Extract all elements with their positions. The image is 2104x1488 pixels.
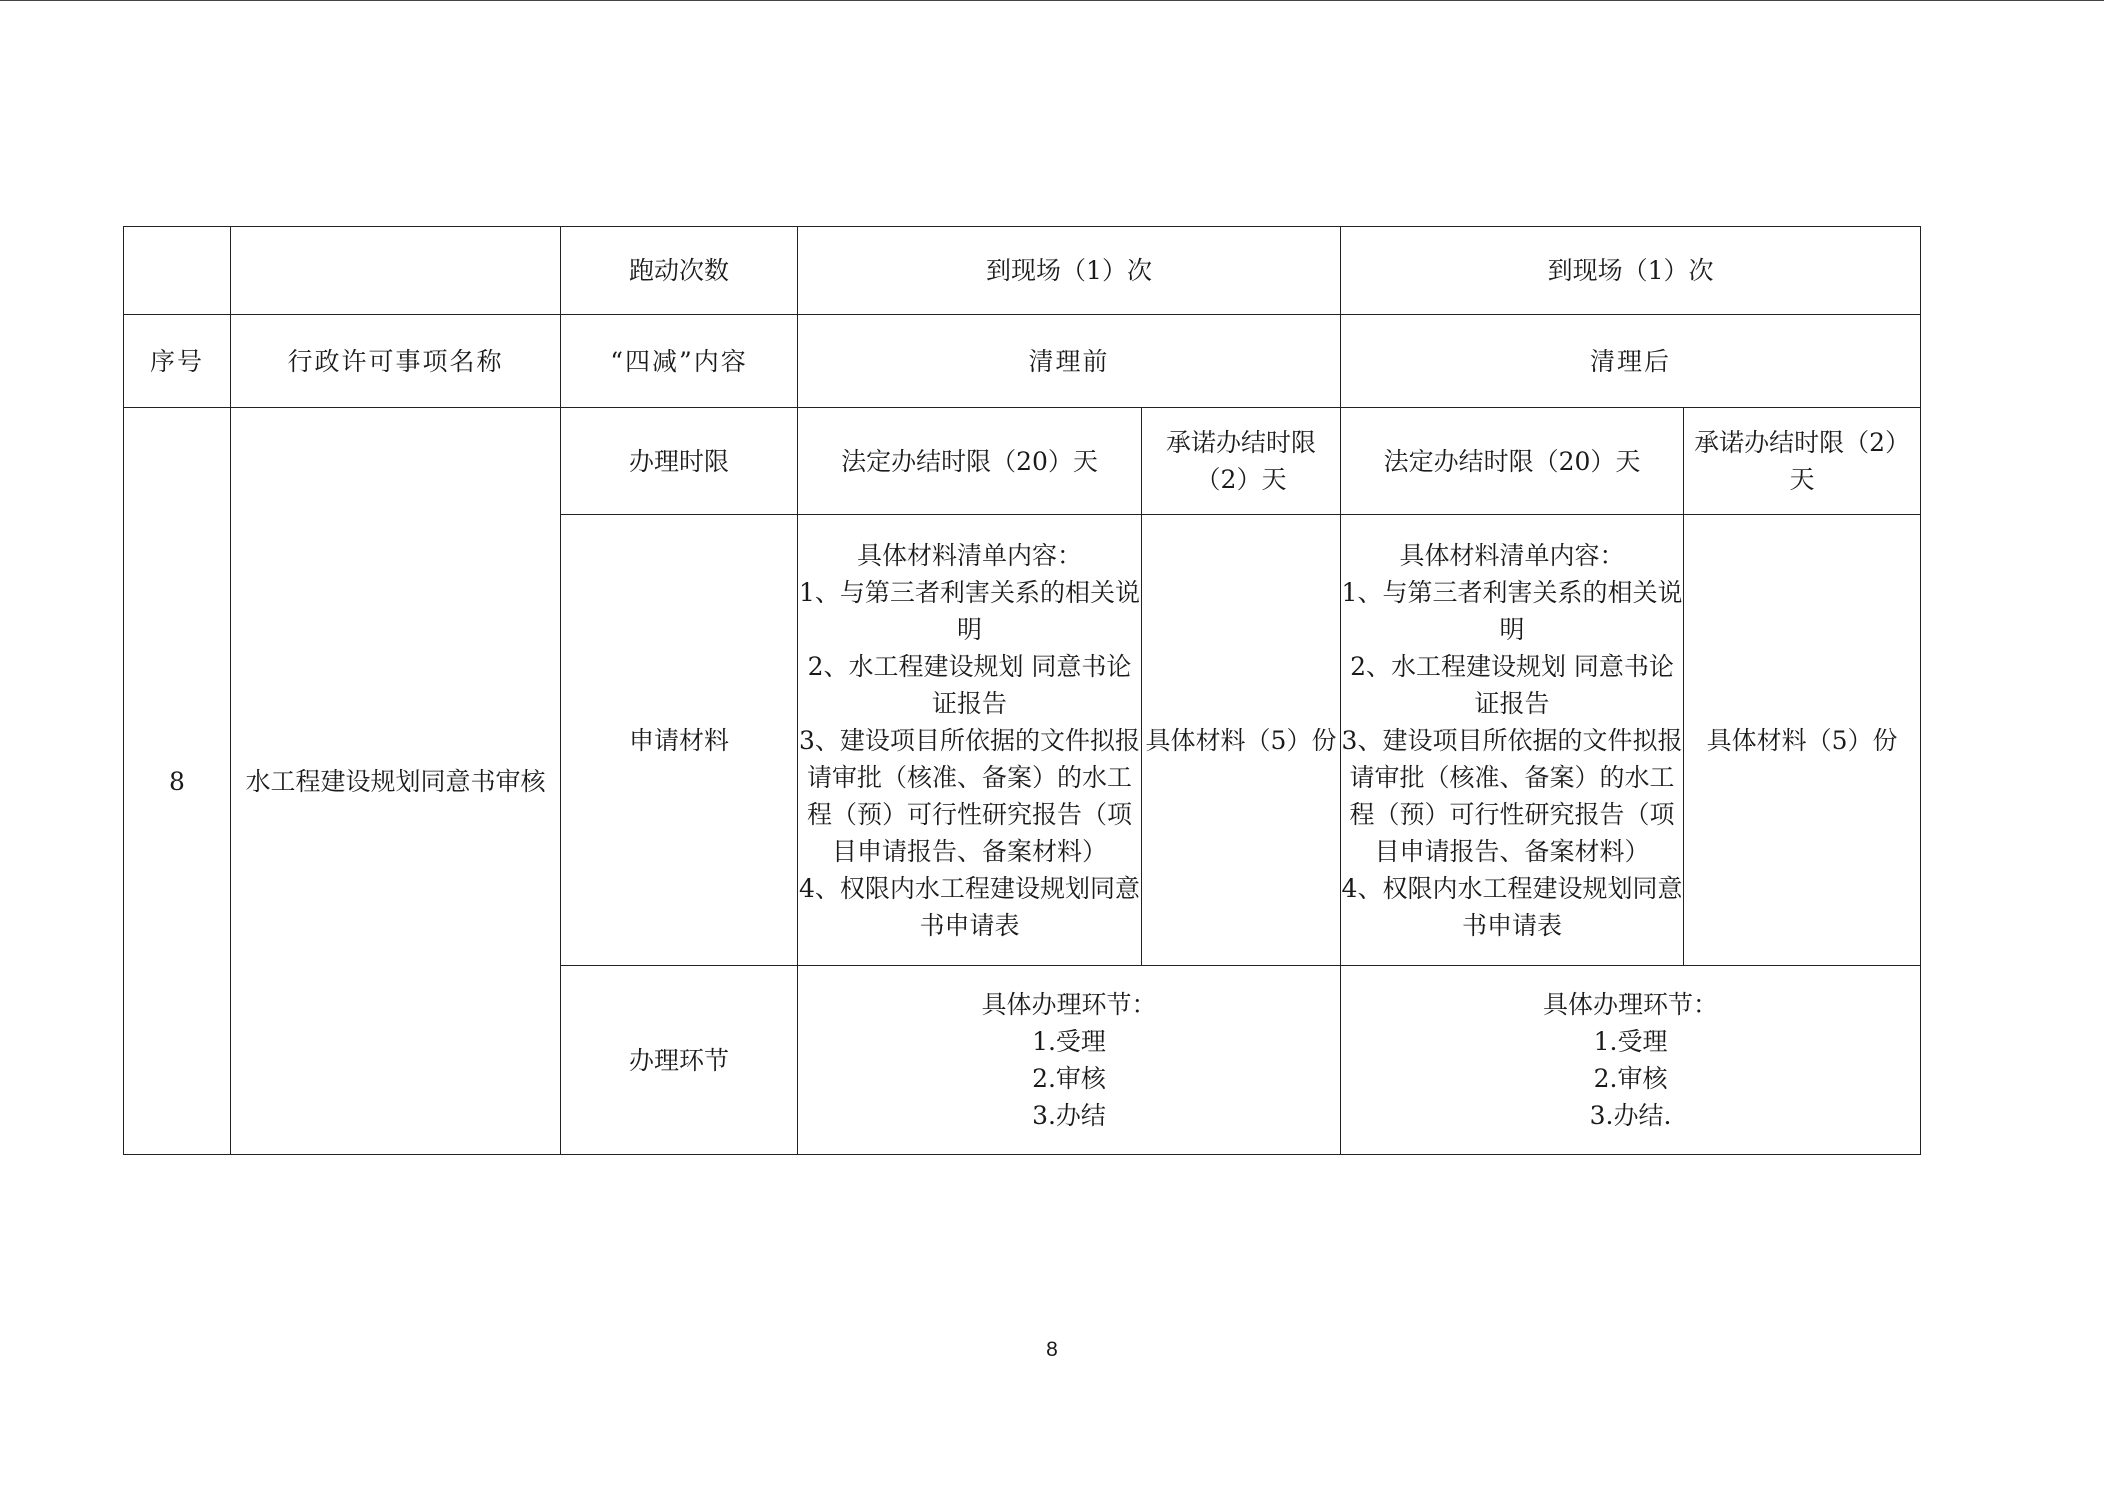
list-item: 2、水工程建设规划 同意书论证报告 xyxy=(807,651,1132,718)
after-header: 清理后 xyxy=(1341,315,1921,408)
step-item: 1.受理 xyxy=(1032,1027,1106,1056)
steps-title: 具体办理环节： xyxy=(1543,990,1719,1019)
step-item: 2.审核 xyxy=(1032,1064,1106,1093)
after-promise-limit: 承诺办结时限（2）天 xyxy=(1684,408,1921,515)
list-item: 4、权限内水工程建设规划同意书申请表 xyxy=(799,873,1140,940)
clearance-table xyxy=(123,226,1921,1155)
before-materials-count: 具体材料（5）份 xyxy=(1142,515,1341,966)
step-item: 3.办结. xyxy=(1589,1101,1672,1130)
after-materials-list xyxy=(1341,515,1684,966)
list-item: 具体材料清单内容： xyxy=(856,540,1082,570)
after-legal-limit: 法定办结时限（20）天 xyxy=(1341,408,1684,515)
materials-label: 申请材料 xyxy=(561,515,798,966)
list-item: 3、建设项目所依据的文件拟报请审批（核准、备案）的水工程（预）可行性研究报告（项目申请报告、备案材料） xyxy=(1341,725,1683,866)
page-number: 8 xyxy=(1046,1338,1058,1361)
before-promise-limit: 承诺办结时限（2）天 xyxy=(1142,408,1341,515)
before-header: 清理前 xyxy=(798,315,1341,408)
after-steps xyxy=(1341,966,1921,1155)
time-limit-row xyxy=(124,408,1921,515)
step-item: 1.受理 xyxy=(1593,1027,1668,1056)
before-materials-list xyxy=(798,515,1142,966)
visits-after: 到现场（1）次 xyxy=(1341,227,1921,315)
empty-cell xyxy=(231,227,561,315)
time-limit-label: 办理时限 xyxy=(561,408,798,515)
header-row-visits xyxy=(124,227,1921,315)
list-item: 1、与第三者利害关系的相关说明 xyxy=(1341,577,1683,644)
name-header: 行政许可事项名称 xyxy=(231,315,561,408)
steps-title: 具体办理环节： xyxy=(981,990,1157,1019)
steps-label: 办理环节 xyxy=(561,966,798,1155)
before-steps xyxy=(798,966,1341,1155)
list-item: 2、水工程建设规划 同意书论证报告 xyxy=(1350,651,1674,718)
step-item: 3.办结 xyxy=(1032,1101,1106,1130)
empty-cell xyxy=(124,227,231,315)
before-legal-limit: 法定办结时限（20）天 xyxy=(798,408,1142,515)
visits-label: 跑动次数 xyxy=(561,227,798,315)
list-item: 1、与第三者利害关系的相关说明 xyxy=(799,577,1140,644)
header-row-main xyxy=(124,315,1921,408)
list-item: 3、建设项目所依据的文件拟报请审批（核准、备案）的水工程（预）可行性研究报告（项目申请报告、备案材料） xyxy=(799,725,1140,866)
content-header: “四减”内容 xyxy=(561,315,798,408)
item-name: 水工程建设规划同意书审核 xyxy=(231,408,561,1155)
step-item: 2.审核 xyxy=(1593,1064,1668,1093)
list-item: 4、权限内水工程建设规划同意书申请表 xyxy=(1341,873,1683,940)
list-item: 具体材料清单内容： xyxy=(1399,540,1625,570)
after-materials-count: 具体材料（5）份 xyxy=(1684,515,1921,966)
visits-before: 到现场（1）次 xyxy=(798,227,1341,315)
seq-header: 序号 xyxy=(124,315,231,408)
item-seq: 8 xyxy=(124,408,231,1155)
page-top-border xyxy=(0,0,2104,1)
